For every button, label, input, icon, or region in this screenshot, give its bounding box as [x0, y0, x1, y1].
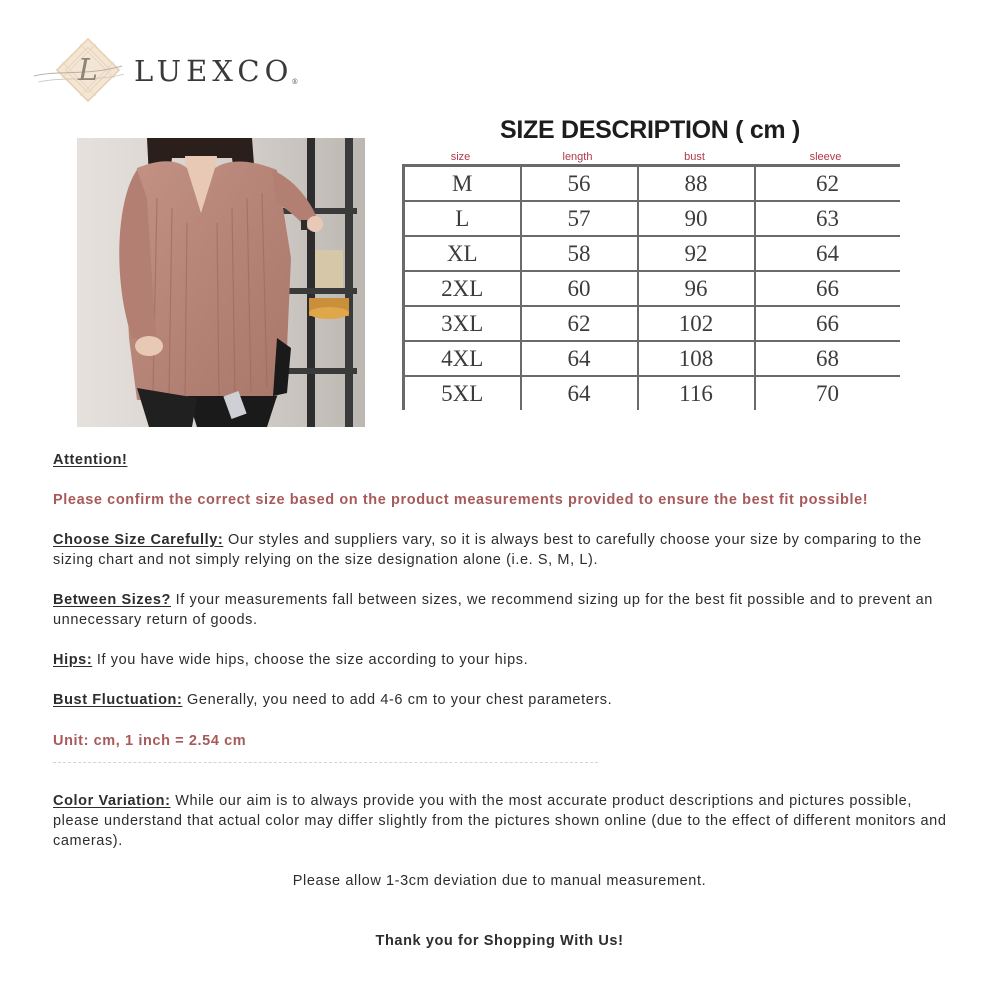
- size-cell-length: 56: [521, 166, 638, 202]
- color-variation-label: Color Variation:: [53, 793, 171, 809]
- brand-monogram-letter: L: [78, 53, 98, 88]
- size-cell-length: 57: [521, 201, 638, 236]
- size-chart-header: [402, 151, 898, 164]
- between-sizes-label: Between Sizes?: [53, 592, 171, 608]
- color-variation-note: [53, 791, 953, 851]
- size-cell-size: XL: [404, 236, 521, 271]
- choose-size-label: Choose Size Carefully:: [53, 532, 224, 548]
- between-sizes-text: If your measurements fall between sizes, we recommend sizing up for the best fit possible and to prevent an unnecessary return of goods.: [53, 592, 933, 628]
- deviation-note: Please allow 1-3cm deviation due to manual measurement.: [292, 873, 707, 889]
- size-cell-bust: 102: [638, 306, 755, 341]
- registered-mark: ®: [291, 77, 299, 86]
- size-cell-length: 60: [521, 271, 638, 306]
- choose-size-note: [53, 530, 953, 570]
- size-chart-table: [402, 164, 900, 410]
- size-chart-title: SIZE DESCRIPTION ( cm ): [499, 116, 801, 144]
- size-cell-sleeve: 70: [755, 376, 900, 410]
- size-cell-length: 62: [521, 306, 638, 341]
- size-cell-sleeve: 62: [755, 166, 900, 202]
- brand-monogram-icon: [28, 36, 128, 104]
- size-row: [404, 236, 900, 271]
- size-cell-size: 4XL: [404, 341, 521, 376]
- size-cell-bust: 88: [638, 166, 755, 202]
- size-row: [404, 306, 900, 341]
- size-cell-bust: 90: [638, 201, 755, 236]
- size-cell-sleeve: 68: [755, 341, 900, 376]
- thank-you-note: Thank you for Shopping With Us!: [375, 933, 624, 949]
- size-row: [404, 376, 900, 410]
- size-cell-sleeve: 66: [755, 271, 900, 306]
- bust-fluctuation-label: Bust Fluctuation:: [53, 692, 183, 708]
- size-cell-size: M: [404, 166, 521, 202]
- size-row: [404, 201, 900, 236]
- bust-fluctuation-note: [53, 690, 953, 710]
- hips-label: Hips:: [53, 652, 93, 668]
- size-cell-sleeve: 66: [755, 306, 900, 341]
- size-cell-size: 3XL: [404, 306, 521, 341]
- between-sizes-note: [53, 590, 953, 630]
- size-cell-length: 64: [521, 341, 638, 376]
- size-cell-bust: 108: [638, 341, 755, 376]
- hips-note: [53, 650, 953, 670]
- header-sleeve: sleeve: [809, 151, 842, 163]
- attention-label: Attention!: [53, 452, 128, 468]
- size-cell-size: 5XL: [404, 376, 521, 410]
- attention-heading: [53, 450, 953, 470]
- section-divider: [53, 762, 598, 763]
- size-cell-size: L: [404, 201, 521, 236]
- color-variation-text: While our aim is to always provide you with the most accurate product descriptions and pictures possible, please understand that actual color may differ slightly from the pictures shown online (due to the effect of different monitors and cameras).: [53, 793, 947, 849]
- size-row: [404, 271, 900, 306]
- bust-fluctuation-text: Generally, you need to add 4-6 cm to your chest parameters.: [182, 692, 613, 708]
- size-row: [404, 341, 900, 376]
- header-bust: bust: [684, 151, 705, 163]
- size-cell-sleeve: 64: [755, 236, 900, 271]
- brand-logo: [28, 36, 298, 104]
- confirm-notice: Please confirm the correct size based on the product measurements provided to ensure the best fit possible!: [53, 492, 869, 508]
- unit-note: Unit: cm, 1 inch = 2.54 cm: [53, 733, 247, 749]
- size-cell-length: 58: [521, 236, 638, 271]
- size-cell-bust: 116: [638, 376, 755, 410]
- brand-name: [134, 53, 299, 88]
- size-cell-bust: 92: [638, 236, 755, 271]
- choose-size-text: Our styles and suppliers vary, so it is always best to carefully choose your size by comparing to the sizing chart and not simply relying on the size designation alone (i.e. S, M, L).: [53, 532, 922, 568]
- size-cell-bust: 96: [638, 271, 755, 306]
- size-cell-size: 2XL: [404, 271, 521, 306]
- size-cell-sleeve: 63: [755, 201, 900, 236]
- header-size: size: [450, 151, 471, 163]
- size-cell-length: 64: [521, 376, 638, 410]
- header-length: length: [562, 151, 593, 163]
- hips-text: If you have wide hips, choose the size according to your hips.: [92, 652, 529, 668]
- product-photo: [77, 138, 365, 427]
- brand-name-text: LUEXCO: [134, 53, 294, 88]
- size-row: [404, 166, 900, 202]
